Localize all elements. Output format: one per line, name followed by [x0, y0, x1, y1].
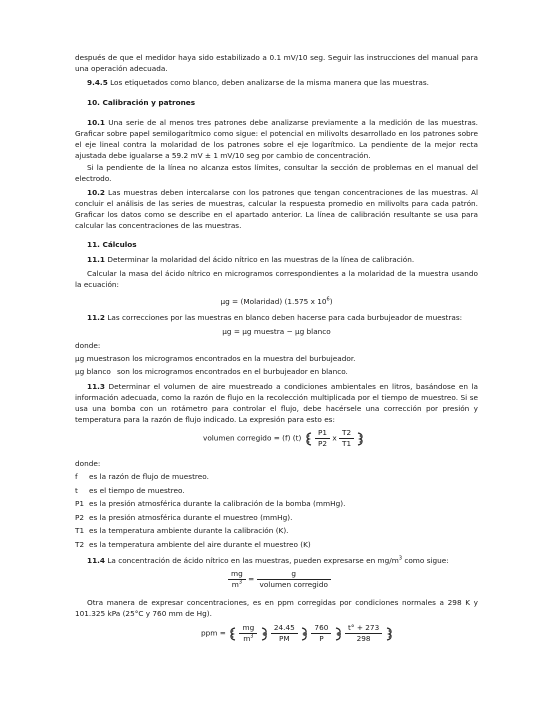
paragraph-11-1b: Calcular la masa del ácido nítrico en microgramos correspondientes a la molaridad de la muestra usando la ecuación:: [75, 269, 478, 289]
equation-ppm: ppm = $\frac{mg}{m^3}$ $\frac{24.45}{PM}$ $\frac{760}{P}$ $\frac{t^\circ + 273}{298}$: [201, 623, 394, 644]
definition-term: P2: [75, 512, 85, 522]
paragraph-11-3: 11.3 Determinar el volumen de aire muestreado a condiciones ambientales en litros, basándose en la información adecuada, como la razón de flujo en la recolección multiplicada por el tiempo de muestreo. Si se usa una bomba con un rotámetro para controlar el flujo, debe hacérsele una corrección por presión y temperatura para la razón de flujo indicado. La expresión para esto es:: [75, 382, 478, 424]
definition-term: µg blanco: [75, 367, 111, 376]
section-number: 11.3: [87, 382, 106, 391]
section-number: 10.2: [87, 188, 106, 197]
section-number: 11.2: [87, 313, 106, 322]
section-number: 11.4: [87, 556, 106, 565]
definition-text: es la presión atmosférica durante la calibración de la bomba (mmHg).: [89, 499, 346, 508]
section-number: 10.1: [87, 118, 106, 127]
fraction-temperature-ratio: $\frac{t^\circ + 273}{298}$: [345, 623, 382, 644]
equation-micrograms: µg = (Molaridad) (1.575 x $10^6$): [220, 296, 333, 306]
fraction-pressure: $\frac{P1}{P2}$: [315, 428, 330, 449]
paragraph-ppm: Otra manera de expresar concentraciones, es en ppm corregidas por condiciones normales a 298 K y 101.325 kPa (25°C y 760 mm de Hg).: [75, 598, 478, 618]
definition-row: [75, 498, 485, 509]
heading-calibracion: 10. Calibración y patrones: [87, 98, 196, 107]
definition-text: son los microgramos encontrados en la muestra del burbujeador.: [117, 354, 356, 363]
definition-text: es el tiempo de muestreo.: [89, 485, 185, 495]
definition-term: µg muestra: [75, 354, 117, 363]
bracket-ornament-icon: [385, 627, 394, 641]
paragraph-11-2: 11.2 Las correcciones por las muestras en blanco deben hacerse para cada burbujeador de muestras:: [87, 313, 463, 322]
bracket-ornament-icon: [260, 627, 269, 641]
paragraph-10-2: 10.2 Las muestras deben intercalarse con los patrones que tengan concentraciones de las muestras. Al concluir el análisis de las series de muestras, calcular la respuesta promedio en milivolts para cada patrón. Graficar los datos como se describe en el apartado anterior. La línea de calibración resultante se usa para calcular las concentraciones de las muestras.: [75, 188, 478, 230]
definition-text: es la razón de flujo de muestreo.: [89, 472, 209, 481]
paragraph-11-1: 11.1 Determinar la molaridad del ácido nítrico en las muestras de la línea de calibración.: [87, 255, 415, 264]
definition-text: es la presión atmosférica durante el muestreo (mmHg).: [89, 512, 293, 522]
heading-calculos: 11. Cálculos: [87, 240, 137, 249]
bracket-ornament-icon: [334, 627, 343, 641]
definition-term: P1: [75, 499, 85, 508]
bracket-ornament-icon: [228, 627, 237, 641]
bracket-ornament-icon: [304, 432, 313, 446]
definition-row: [75, 485, 485, 496]
fraction-molar-volume: $\frac{24.45}{PM}$: [271, 623, 298, 644]
definition-text: es la temperatura ambiente del aire durante el muestreo (K): [89, 539, 311, 549]
paragraph-10-1b: Si la pendiente de la línea no alcanza estos límites, consultar la sección de problemas en el manual del electrodo.: [75, 163, 478, 183]
fraction-mg-m3: $\frac{mg}{m^3}$: [239, 623, 257, 644]
equation-blank-correction: µg = µg muestra − µg blanco: [222, 327, 331, 336]
section-number: 9.4.5: [87, 78, 108, 87]
fraction-g-volume: $\frac{g}{\text{volumen corregido}}$: [257, 569, 331, 590]
definition-term: f: [75, 472, 78, 481]
fraction-temperature: $\frac{T2}{T1}$: [339, 428, 354, 449]
definition-text: es la temperatura ambiente durante la calibración (K).: [89, 526, 289, 535]
definition-term: T1: [75, 526, 85, 535]
bracket-ornament-icon: [300, 627, 309, 641]
definition-row: [75, 366, 485, 377]
donde-label: donde:: [75, 341, 101, 350]
definition-row: [75, 512, 485, 523]
section-number: 11.1: [87, 255, 106, 264]
definition-row: [75, 525, 485, 536]
definition-term: t: [75, 485, 78, 495]
paragraph-11-4: 11.4 La concentración de ácido nítrico en las muestras, pueden expresarse en $mg/m^3$ como sigue:: [87, 555, 449, 565]
fraction-pressure-ratio: $\frac{760}{P}$: [311, 623, 331, 644]
paragraph-10-1: 10.1 Una serie de al menos tres patrones debe analizarse previamente a la medición de las muestras. Graficar sobre papel semilogarítmico como sigue: el potencial en milivolts desarrollado en los patrones sobre el eje lineal contra la molaridad de los patrones sobre el eje logarítmico. La pendiente de la mejor recta ajustada debe igualarse a 59.2 mV ± 1 mV/10 seg por cambio de concentración.: [75, 118, 478, 160]
equation-volume-corrected: volumen corregido = (f) (t) $\frac{P1}{P2}$ x $\frac{T2}{T1}$: [203, 428, 365, 449]
paragraph-9-4-5: 9.4.5 Los etiquetados como blanco, deben analizarse de la misma manera que las muestras.: [87, 78, 429, 87]
definition-term: T2: [75, 539, 85, 549]
intro-paragraph: después de que el medidor haya sido estabilizado a 0.1 mV/10 seg. Seguir las instrucciones del manual para una operación adecuada.: [75, 53, 478, 73]
equation-mg-per-m3: $\frac{mg}{m^3}$ = $\frac{g}{\text{volumen corregido}}$: [228, 569, 331, 590]
fraction-mg-m3: $\frac{mg}{m^3}$: [228, 569, 246, 590]
definition-row: [75, 539, 485, 550]
definition-row: [75, 353, 485, 364]
definition-row: [75, 471, 485, 482]
donde-label: donde:: [75, 459, 101, 468]
definition-text: son los microgramos encontrados en el burbujeador en blanco.: [117, 367, 348, 376]
bracket-ornament-icon: [356, 432, 365, 446]
